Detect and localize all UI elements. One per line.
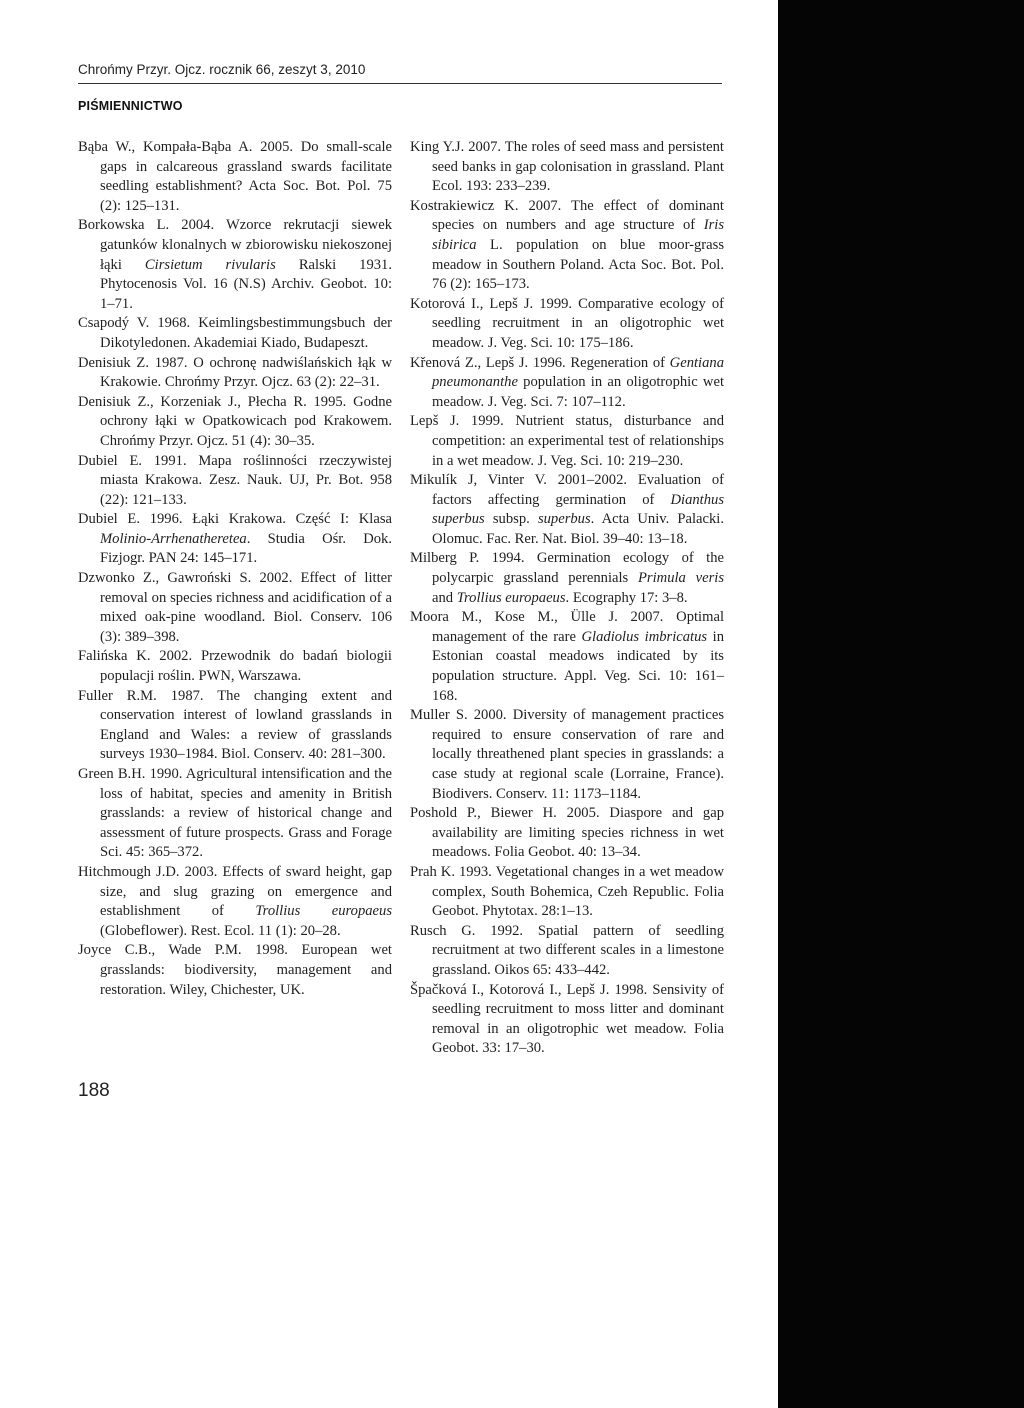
reference-taxon: Gentiana pneumonanthe <box>432 354 724 391</box>
reference-entry <box>78 354 392 393</box>
reference-entry <box>410 412 724 471</box>
reference-entry <box>410 922 724 981</box>
reference-entry <box>410 197 724 295</box>
reference-text: and <box>432 589 457 606</box>
reference-entry <box>410 295 724 354</box>
reference-text: Prah K. 1993. Vegetational changes in a wet meadow complex, South Bohemica, Czeh Republic. Folia Geobot. Phytotax. 28:1–13. <box>410 863 724 920</box>
references-right-column <box>410 138 724 1059</box>
reference-text: (Globeflower). Rest. Ecol. 11 (1): 20–28. <box>100 922 341 939</box>
reference-text: King Y.J. 2007. The roles of seed mass and persistent seed banks in gap colonisation in grassland. Plant Ecol. 193: 233–239. <box>410 139 724 195</box>
reference-text: Csapodý V. 1968. Keimlingsbestimmungsbuch der Dikotyledonen. Akademiai Kiado, Budapeszt. <box>78 315 392 351</box>
reference-entry <box>410 706 724 804</box>
reference-text: Rusch G. 1992. Spatial pattern of seedling recruitment at two different scales in a limestone grassland. Oikos 65: 433–442. <box>410 922 724 978</box>
reference-text: Denisiuk Z. 1987. O ochronę nadwiślańskich łąk w Krakowie. Chrońmy Przyr. Ojcz. 63 (2): 22–31. <box>78 354 392 391</box>
reference-taxon: Dianthus superbus <box>432 491 724 528</box>
reference-entry <box>78 569 392 647</box>
reference-text: Borkowska L. 2004. Wzorce rekrutacji siewek gatunków klonalnych w zbiorowisku niekoszonej łąki <box>78 217 392 273</box>
reference-entry <box>78 863 392 941</box>
reference-text: . Ecography 17: 3–8. <box>565 589 688 606</box>
reference-text: Falińska K. 2002. Przewodnik do badań biologii populacji roślin. PWN, Warszawa. <box>78 648 392 685</box>
reference-entry <box>78 452 392 511</box>
reference-entry <box>410 863 724 922</box>
scan-background <box>778 0 1024 1408</box>
reference-text: in Estonian coastal meadows indicated by its population structure. Appl. Veg. Sci. 10: 161–168. <box>432 628 724 704</box>
reference-entry <box>78 314 392 353</box>
reference-text: population in an oligotrophic wet meadow. J. Veg. Sci. 7: 107–112. <box>432 374 724 410</box>
reference-text: Green B.H. 1990. Agricultural intensification and the loss of habitat, species and amenity in British grasslands: a review of historical change and assessment of future prospects. Grass and Forage Sci. 45: 365–372. <box>78 766 392 861</box>
reference-text: Mikulík J, Vinter V. 2001–2002. Evaluation of factors affecting germination of <box>410 472 724 508</box>
reference-text: Fuller R.M. 1987. The changing extent and conservation interest of lowland grasslands in England and Wales: a review of grasslands surveys 1930–1984. Biol. Conserv. 40: 281–300. <box>78 687 392 763</box>
reference-entry <box>410 608 724 706</box>
reference-entry <box>78 765 392 863</box>
reference-entry <box>410 981 724 1059</box>
reference-entry <box>78 216 392 314</box>
reference-taxon: Gladiolus imbricatus <box>581 628 708 645</box>
reference-taxon: Cirsietum rivularis <box>144 256 276 273</box>
reference-text: . Acta Univ. Palacki. Olomuc. Fac. Rer. Nat. Biol. 39–40: 13–18. <box>432 511 725 547</box>
reference-entry <box>78 647 392 686</box>
reference-text: Muller S. 2000. Diversity of management practices required to ensure conservation of rare and locally threathened plant species in grasslands: a case study at regional scale (Lorraine, France). Biodivers. Conserv. 11: 1173–1184. <box>410 707 724 802</box>
reference-taxon: Trollius europaeus <box>255 903 392 920</box>
reference-entry <box>410 138 724 197</box>
reference-text: Dubiel E. 1996. Łąki Krakowa. Część I: Klasa <box>78 511 392 528</box>
section-title: PIŚMIENNICTWO <box>78 99 183 113</box>
reference-text: . Studia Ośr. Dok. Fizjogr. PAN 24: 145–171. <box>100 530 392 567</box>
reference-taxon: superbus <box>537 511 591 528</box>
header-rule <box>78 83 722 84</box>
reference-text: Ralski 1931. Phytocenosis Vol. 16 (N.S) Archiv. Geobot. 10: 1–71. <box>100 256 392 312</box>
reference-text: Hitchmough J.D. 2003. Effects of sward height, gap size, and slug grazing on emergence and establishment of <box>78 863 392 920</box>
reference-text: Špačková I., Kotorová I., Lepš J. 1998. Sensivity of seedling recruitment to moss litter and dominant removal in an oligotrophic wet meadow. Folia Geobot. 33: 17–30. <box>410 981 724 1057</box>
reference-taxon: Molinio-Arrhenatheretea <box>100 530 247 547</box>
reference-text: Dubiel E. 1991. Mapa roślinności rzeczywistej miasta Krakowa. Zesz. Nauk. UJ, Pr. Bot. 958 (22): 121–133. <box>78 452 392 508</box>
page-number: 188 <box>78 1080 110 1101</box>
reference-text: Kotorová I., Lepš J. 1999. Comparative ecology of seedling recruitment in an oligotrophic wet meadow. J. Veg. Sci. 10: 175–186. <box>410 295 724 351</box>
reference-entry <box>78 393 392 452</box>
reference-taxon: Iris sibirica <box>432 217 724 253</box>
references-left-column <box>78 138 392 1000</box>
reference-entry <box>78 941 392 1000</box>
reference-text: Kostrakiewicz K. 2007. The effect of dominant species on numbers and age structure of <box>410 197 724 234</box>
reference-text: Dzwonko Z., Gawroński S. 2002. Effect of litter removal on species richness and acidification of a mixed oak-pine woodland. Biol. Conserv. 106 (3): 389–398. <box>78 570 392 645</box>
reference-entry <box>78 687 392 765</box>
reference-taxon: Primula veris <box>638 570 724 587</box>
reference-text: subsp. <box>484 511 538 528</box>
reference-entry <box>78 510 392 569</box>
reference-text: L. population on blue moor-grass meadow in Southern Poland. Acta Soc. Bot. Pol. 76 (2): 165–173. <box>432 236 724 293</box>
reference-text: Milberg P. 1994. Germination ecology of the polycarpic grassland perennials <box>410 550 724 587</box>
running-head: Chrońmy Przyr. Ojcz. rocznik 66, zeszyt 3, 2010 <box>78 62 366 77</box>
reference-entry <box>78 138 392 216</box>
reference-text: Bąba W., Kompała-Bąba A. 2005. Do small-scale gaps in calcareous grassland swards facilitate seedling establishment? Acta Soc. Bot. Pol. 75 (2): 125–131. <box>78 139 392 214</box>
reference-text: Moora M., Kose M., Ülle J. 2007. Optimal management of the rare <box>410 609 724 645</box>
reference-text: Křenová Z., Lepš J. 1996. Regeneration of <box>410 354 670 371</box>
reference-entry <box>410 804 724 863</box>
reference-text: Lepš J. 1999. Nutrient status, disturbance and competition: an experimental test of relationships in a wet meadow. J. Veg. Sci. 10: 219–230. <box>410 413 724 469</box>
reference-taxon: Trollius europaeus <box>456 589 566 606</box>
reference-text: Denisiuk Z., Korzeniak J., Płecha R. 1995. Godne ochrony łąki w Opatkowicach pod Krakowem. Chrońmy Przyr. Ojcz. 51 (4): 30–35. <box>78 393 392 449</box>
reference-text: Poshold P., Biewer H. 2005. Diaspore and gap availability are limiting species richness in wet meadows. Folia Geobot. 40: 13–34. <box>410 805 724 861</box>
reference-entry <box>410 471 724 549</box>
reference-text: Joyce C.B., Wade P.M. 1998. European wet grasslands: biodiversity, management and restoration. Wiley, Chichester, UK. <box>78 942 392 998</box>
reference-entry <box>410 354 724 413</box>
reference-entry <box>410 549 724 608</box>
